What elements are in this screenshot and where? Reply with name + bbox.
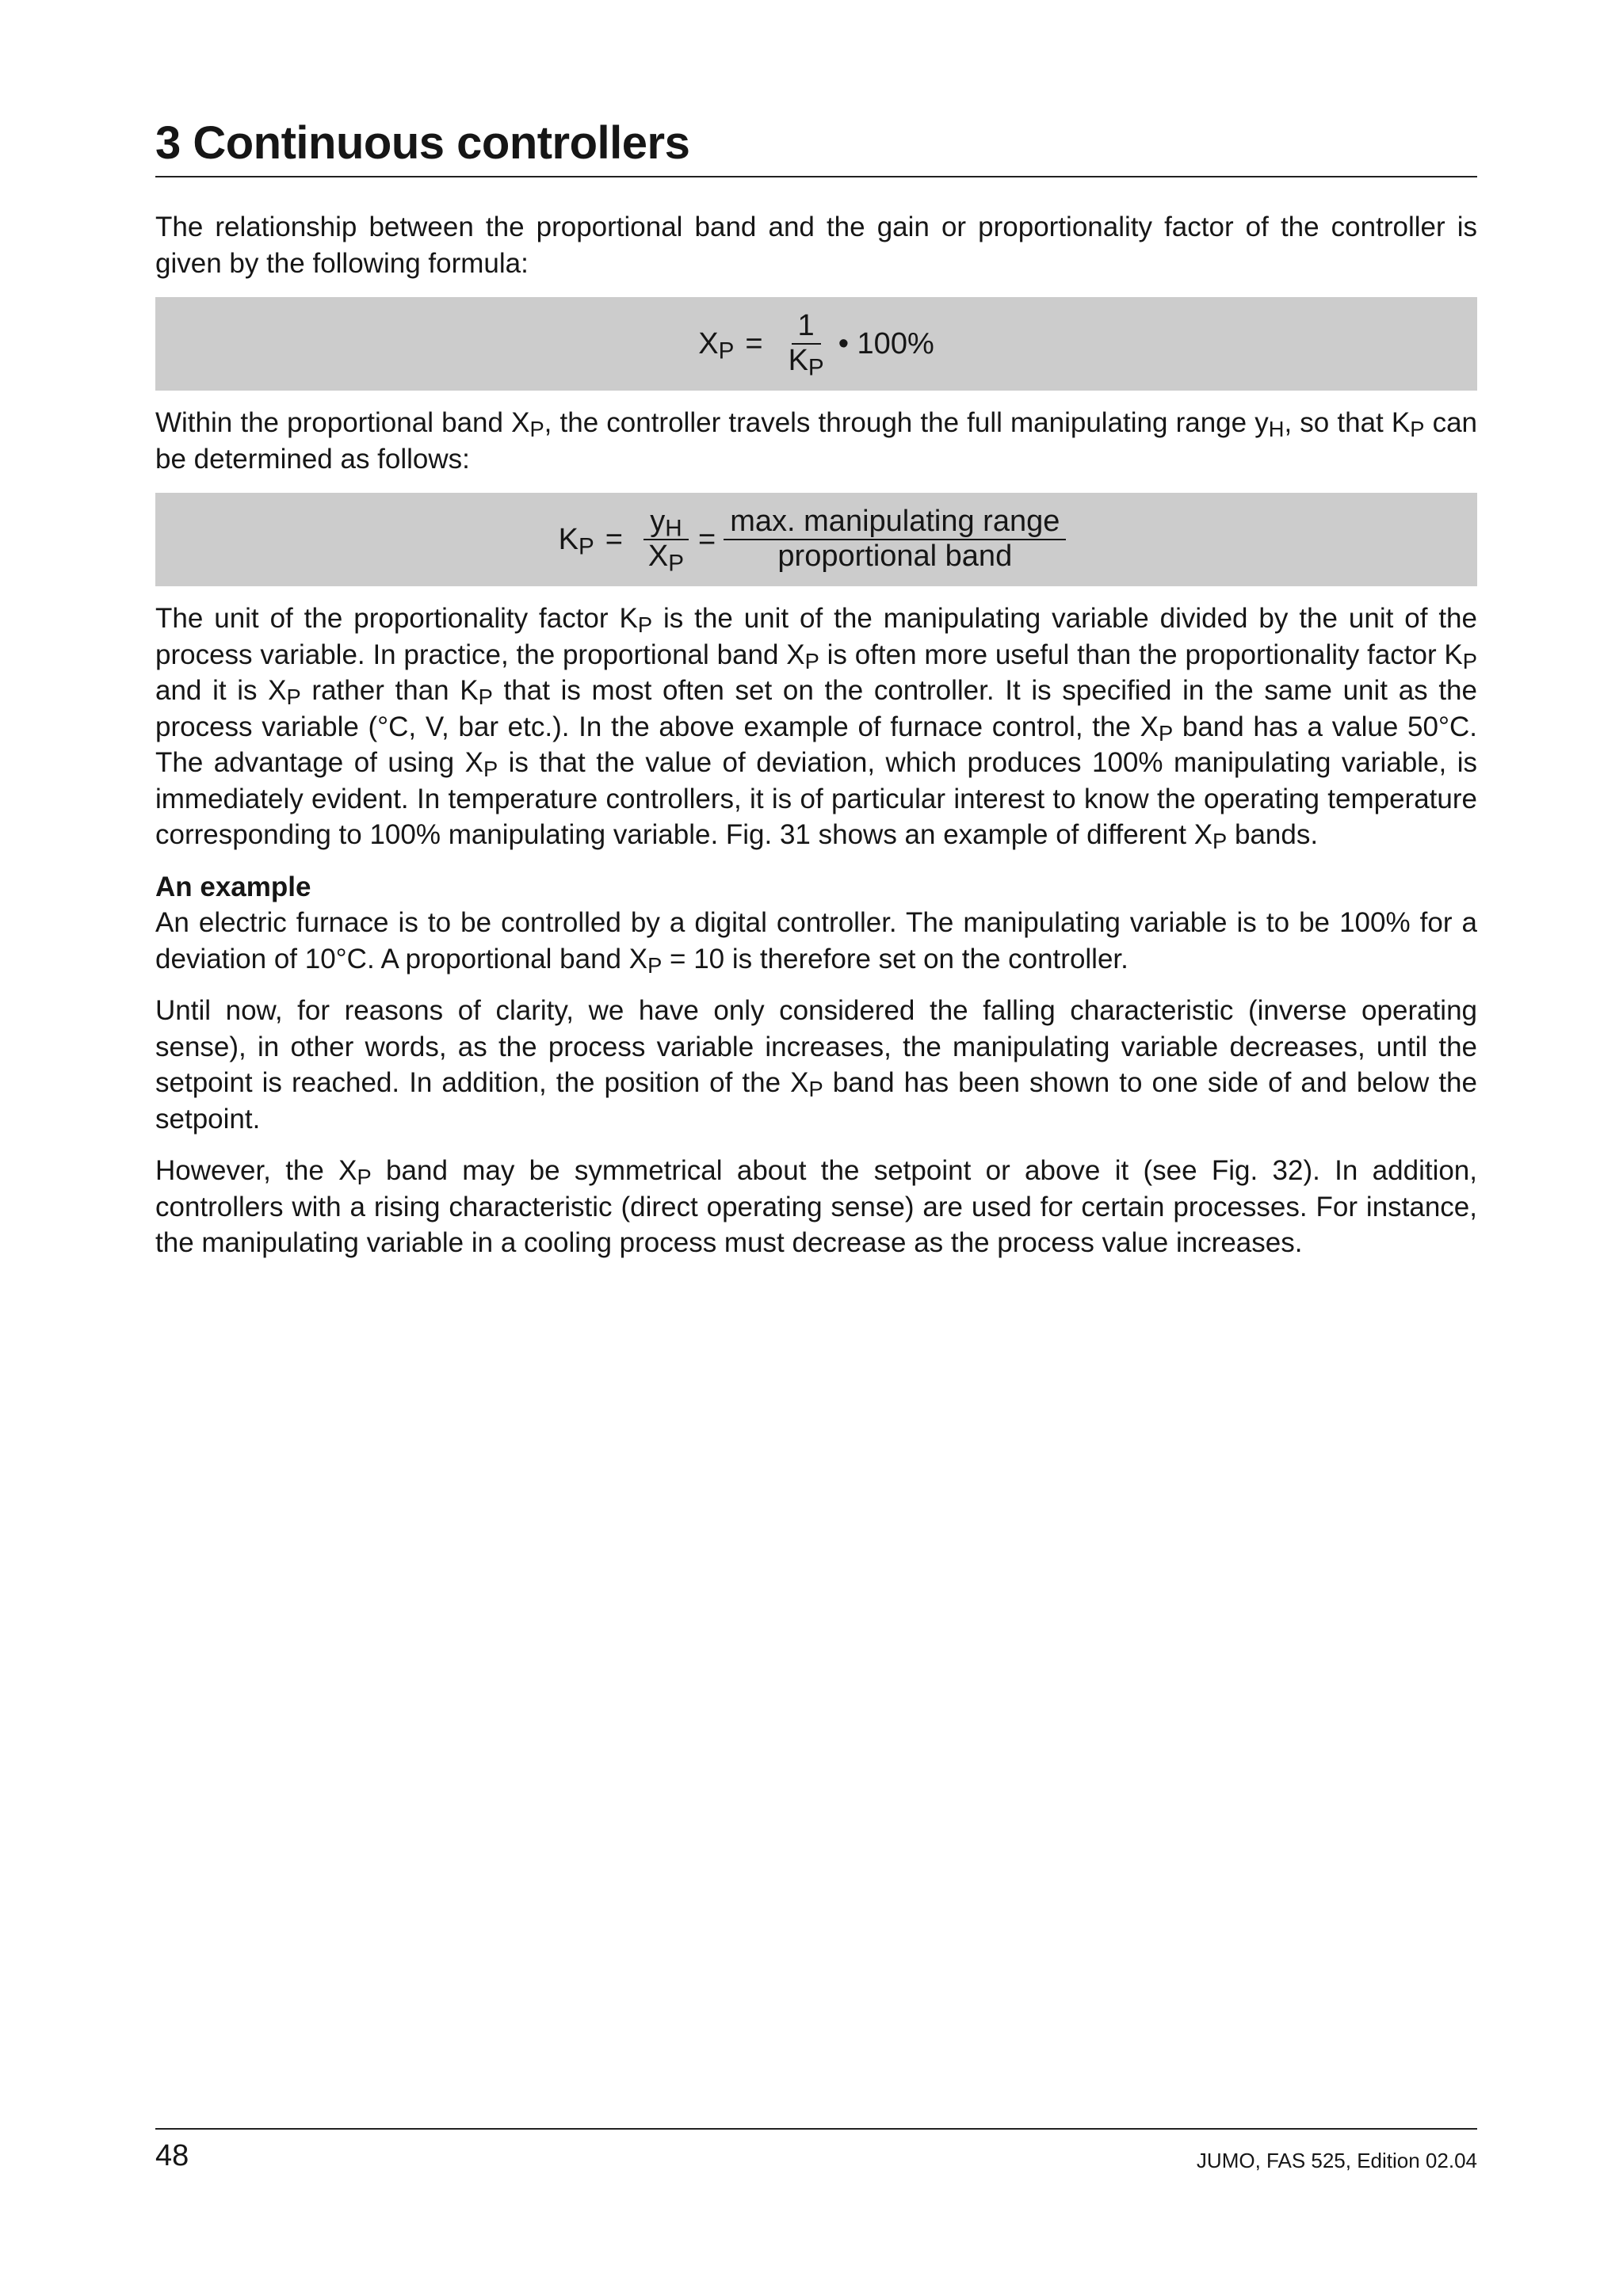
formula-kp-fraction-words: $\frac{\text{max. manipulating range}}{\text{proportional band}}$ xyxy=(724,505,1066,574)
formula-xp-fraction: $\frac{1}{K_P}$ xyxy=(788,309,824,381)
example-heading: An example xyxy=(155,871,311,902)
chapter-title: 3 Continuous controllers xyxy=(155,117,690,169)
formula-xp-tail: • 100% xyxy=(838,326,934,360)
paragraph-example: An electric furnace is to be controlled by a digital controller. The manipulating variable is to be 100% for a deviation of 10°C. A proportional band $X_P = 10$ is therefore set on the controller. xyxy=(155,907,1477,978)
formula-kp xyxy=(155,493,1477,586)
footer-rule xyxy=(155,2128,1477,2130)
title-rule xyxy=(155,176,1477,177)
formula-xp-lhs: $X_P$ xyxy=(698,326,735,364)
page-number: 48 xyxy=(155,2139,189,2172)
formula-xp-equals: = xyxy=(745,326,763,360)
formula-kp-equals-2: = xyxy=(698,522,716,556)
footer-edition: JUMO, FAS 525, Edition 02.04 xyxy=(1196,2149,1477,2172)
formula-kp-fraction-symbolic: $\frac{y_H}{X_P}$ xyxy=(642,505,690,574)
paragraph-within-band: Within the proportional band $X_P$, the controller travels through the full manipulating range $y_H$, so that $K_P$ can be determined as follows: xyxy=(155,407,1478,475)
formula-xp xyxy=(155,297,1477,391)
formula-kp-lhs: $K_P$ xyxy=(558,522,594,560)
formula-kp-equals: = xyxy=(605,522,623,556)
page-content xyxy=(155,111,1477,1277)
paragraph-falling-characteristic: Until now, for reasons of clarity, we have only considered the falling characteristic (inverse operating sense), in other words, as the process variable increases, the manipulating variable decreases, until the setpoint is reached. In addition, the position of the $X_P$ band has been shown to one side of and below the setpoint. xyxy=(155,995,1477,1135)
paragraph-intro: The relationship between the proportional band and the gain or proportionality factor of the controller is given by the following formula: xyxy=(155,212,1477,279)
paragraph-unit: The unit of the proportionality factor $K_P$ is the unit of the manipulating variable divided by the unit of the process variable. In practice, the proportional band $X_P$ is often more useful than the proportionality factor $K_P$ and it is $X_P$ rather than $K_P$ that is most often set on the controller. It is specified in the same unit as the process variable (°C, V, bar etc.). In the above example of furnace control, the $X_P$ band has a value 50°C. The advantage of using $X_P$ is that the value of deviation, which produces 100% manipulating variable, is immediately evident. In temperature controllers, it is of particular interest to know the operating temperature corresponding to 100% manipulating variable. Fig. 31 shows an example of different $X_P$ bands. xyxy=(155,603,1477,853)
paragraph-symmetric-band: However, the $X_P$ band may be symmetrical about the setpoint or above it (see Fig. 32). In addition, controllers with a rising characteristic (direct operating sense) are used for certain processes. For instance, the manipulating variable in a cooling process must decrease as the process value increases. xyxy=(155,1155,1478,1258)
